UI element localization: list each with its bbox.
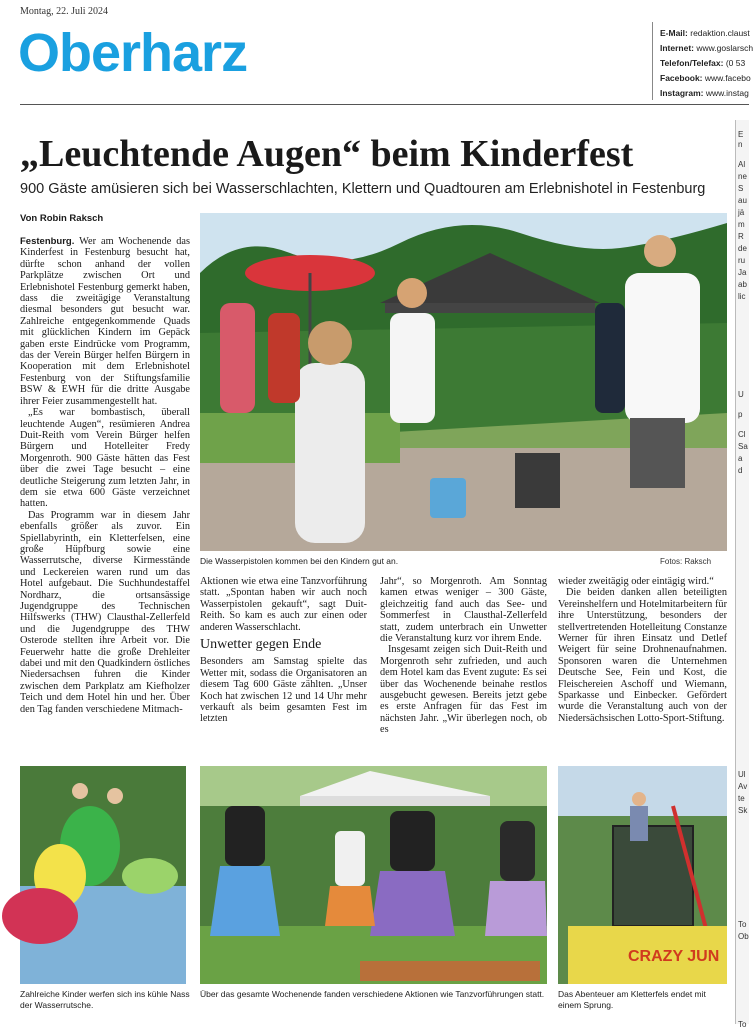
- photo-water-slide: [20, 766, 186, 984]
- photo-dance-show: [200, 766, 547, 984]
- article-column-4: [558, 576, 727, 760]
- strip-fragment: jä: [738, 208, 745, 217]
- article-column-1: [20, 236, 190, 760]
- article-subhead: 900 Gäste amüsieren sich bei Wasserschlachten, Klettern und Quadtouren am Erlebnishotel in Festenburg: [20, 181, 706, 197]
- strip-fragment: Sk: [738, 806, 748, 815]
- contact-internet[interactable]: Internet: www.goslarsch: [660, 43, 753, 53]
- strip-fragment: Al: [738, 160, 746, 169]
- strip-fragment: U: [738, 390, 744, 399]
- header-rule: [20, 104, 749, 105]
- banner-text: CRAZY JUN: [628, 948, 720, 965]
- strip-fragment: d: [738, 466, 743, 475]
- dateline-location: Festenburg.: [20, 236, 75, 247]
- issue-date: Montag, 22. Juli 2024: [20, 6, 109, 17]
- strip-fragment: Ja: [738, 268, 747, 277]
- paragraph: Insgesamt zeigen sich Duit-Reith und Morgenroth sehr zufrieden, und auch dem Hotel kam das Event zugute: Es sei über das Wochenende beinahe restlos ausgebucht gewesen. Bereits jetzt gebe es erste Anfragen für das Fest im nächsten Jahr. „Wir überlegen noch, ob es: [380, 644, 547, 736]
- strip-fragment: a: [738, 454, 743, 463]
- caption-water-slide: Zahlreiche Kinder werfen sich ins kühle Nass der Wasserrutsche.: [20, 989, 190, 1010]
- strip-fragment: E: [738, 130, 744, 139]
- strip-fragment: Cl: [738, 430, 746, 439]
- strip-fragment: Ul: [738, 770, 746, 779]
- strip-fragment: R: [738, 232, 744, 241]
- strip-fragment: Ob: [738, 932, 749, 941]
- adjacent-article-strip: [735, 120, 749, 1029]
- photo-climbing-rock: [558, 766, 727, 984]
- strip-fragment: To: [738, 920, 747, 929]
- caption-climbing-rock: Das Abenteuer am Kletterfels endet mit einem Sprung.: [558, 989, 706, 1010]
- strip-fragment: Av: [738, 782, 748, 791]
- paragraph: Jahr“, so Morgenroth. Am Sonntag kamen etwas weniger – 300 Gäste, gleichzeitig fand auch das See- und Sommerfest in Clausthal-Zellerfeld statt, zudem unterbrach ein Unwetter die Veranstaltung kurz vor ihrem Ende.: [380, 576, 547, 645]
- strip-fragment: m: [738, 220, 745, 229]
- strip-fragment: te: [738, 794, 745, 803]
- strip-fragment: ne: [738, 172, 747, 181]
- article-headline: „Leuchtende Augen“ beim Kinderfest: [20, 133, 634, 175]
- main-photo-water-pistols: [200, 213, 727, 551]
- section-title: Oberharz: [18, 23, 248, 83]
- paragraph: wieder zweitägig oder eintägig wird.“: [558, 576, 714, 587]
- contact-phone: Telefon/Telefax: (0 53: [660, 58, 746, 68]
- strip-fragment: n: [738, 140, 743, 149]
- strip-fragment: p: [738, 410, 743, 419]
- strip-fragment: de: [738, 244, 747, 253]
- contact-block: [660, 26, 753, 101]
- paragraph: „Es war bombastisch, überall leuchtende Augen“, resümieren Andrea Duit-Reith vom Verein Bürger helfen Bürgern und Hotelleiter Fredy Morgenroth. 900 Gäste hätten das Fest über die zwei Tage besucht – eine deutliche Steigerung zum letzten Jahr, in dem sie etwa 600 Gäste verzeichnet hatten.: [20, 407, 190, 510]
- main-photo-caption: Die Wasserpistolen kommen bei den Kindern gut an.: [200, 556, 399, 566]
- paragraph: Aktionen wie etwa eine Tanzvorführung statt. „Spontan haben wir auch noch Wasserpistolen gekauft“, sagt Duit-Reith. So kam es auch zur einen oder anderen Wasserschlacht.: [200, 576, 367, 633]
- strip-fragment: To: [738, 1020, 747, 1029]
- strip-fragment: ru: [738, 256, 746, 265]
- paragraph: Das Programm war in diesem Jahr ebenfalls größer als zuvor. Ein Spiellabyrinth, ein Kletterfelsen, eine große Hüpfburg sowie eine Wasserrutsche, diverse Kirmesstände und Leckereien waren rund um das Hotel aufgebaut. Die Suchhundestaffel Nordharz, die ortsansässige Jugendgruppe des Technischen Hilfswerks (THW) Clausthal-Zellerfeld und die Jugendgruppe des THW Osterode stellten ihre Arbeit vor. Die Feuerwehr hatte die große Drehleiter dabei und mit den Quadkindern östliches Niedersachsen fuhren die Kinder zwischen dem Parkplatz am Kiefholzer Teich und dem Hotel hin und her. Über den Tag fanden verschiedene Mitmach-: [20, 509, 190, 715]
- contact-instagram[interactable]: Instagram: www.instag: [660, 88, 749, 98]
- article-byline: Von Robin Raksch: [20, 213, 104, 224]
- photo-credit: Fotos: Raksch: [660, 557, 712, 566]
- strip-fragment: lic: [738, 292, 746, 301]
- caption-dance-show: Über das gesamte Wochenende fanden verschiedene Aktionen wie Tanzvorführungen statt.: [200, 989, 545, 999]
- article-column-2: [200, 576, 367, 760]
- subheading-storm: Unwetter gegen Ende: [200, 637, 322, 653]
- contact-email[interactable]: E-Mail: redaktion.claust: [660, 28, 750, 38]
- paragraph: Besonders am Samstag spielte das Wetter mit, sodass die Organisatoren an diesem Tag 600 Gäste zählten. „Unser Koch hat zwischen 12 und 14 Uhr mehr verkauft als beim gesamten Fest im letzten: [200, 656, 367, 725]
- strip-fragment: ab: [738, 280, 747, 289]
- paragraph: Festenburg. Wer am Wochenende das Kinderfest in Festenburg besucht hat, dürfte schon anhand der vollen Parkplätze zwischen Ort und Erlebnishotel Festenburg gemerkt haben, dass die zweitägige Veranstaltung diesmal besonders gut besucht war. Zahlreiche entgegenkommende Quads mit glücklichen Kindern im Gepäck gaben erste Eindrücke vom Programm, das der Verein Bürger helfen Bürgern in Kooperation mit dem Erlebnishotel Festenburg von der Stiftungsfamilie BSW & EWH für die dritte Ausgabe ihrer Feier zusammengestellt hat.: [20, 236, 190, 407]
- article-column-3: [380, 576, 547, 760]
- paragraph: Die beiden danken allen beteiligten Vereinshelfern und Hotelmitarbeitern für ihre Unterstützung, besonders der stellvertretenden Hotelleitung Constanze Werner für ihren Einsatz und Detlef Weigert für seine Drohnenaufnahmen. Sponsoren waren die Unternehmen Deutsche See, Fein und Kost, die Fleischereien Aschoff und Wiemann, Sparkasse und Einbecker. Gefördert wurde die Veranstaltung auch von der Niedersächsischen Lotto-Sport-Stiftung.: [558, 587, 727, 724]
- contact-divider: [652, 22, 653, 100]
- strip-fragment: Sa: [738, 442, 748, 451]
- strip-fragment: S: [738, 184, 744, 193]
- strip-fragment: au: [738, 196, 747, 205]
- contact-facebook[interactable]: Facebook: www.facebo: [660, 73, 751, 83]
